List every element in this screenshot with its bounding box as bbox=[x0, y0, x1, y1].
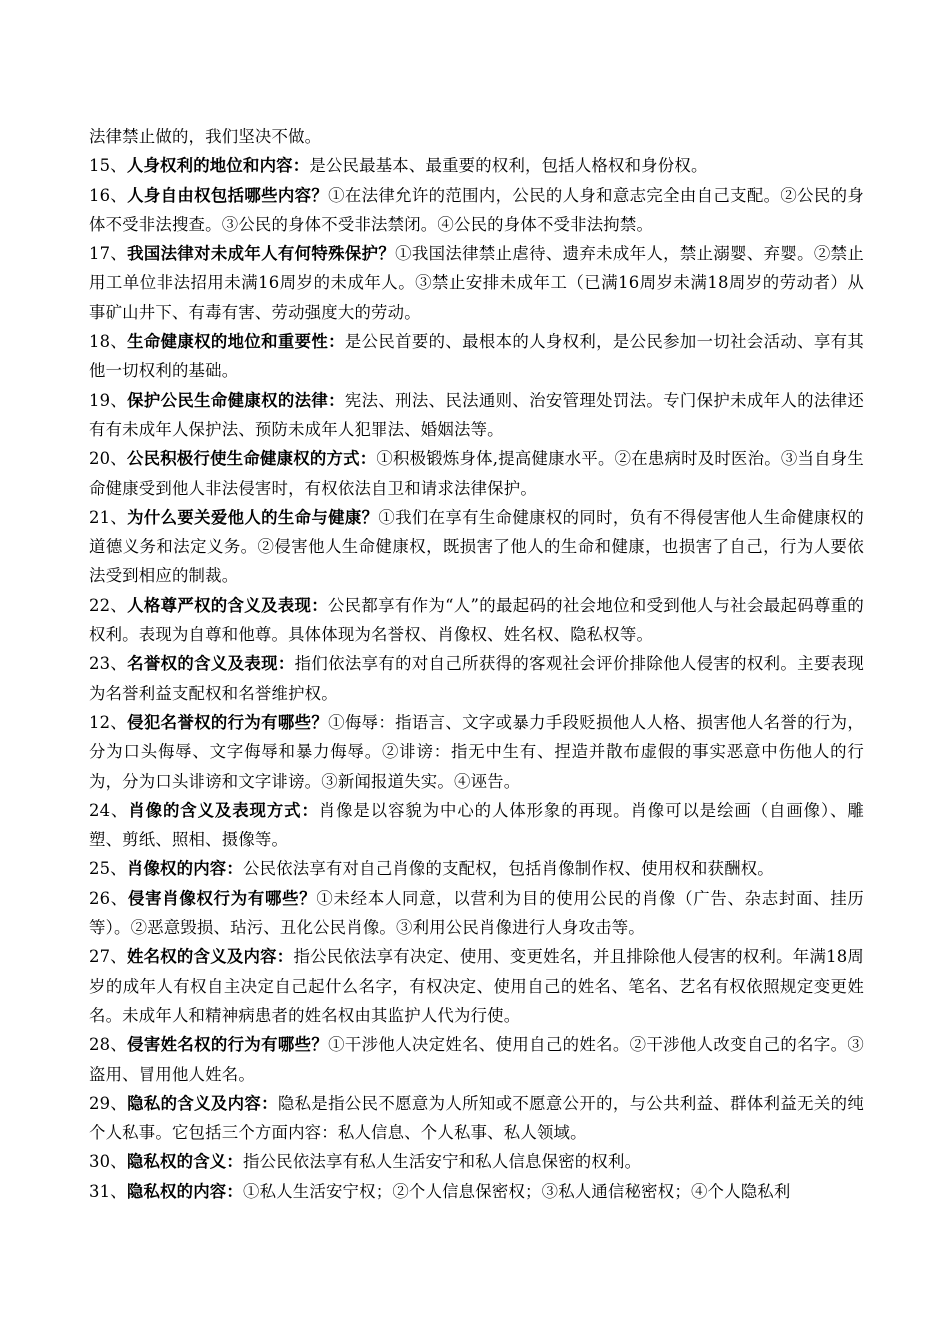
paragraph-number: 26、 bbox=[89, 888, 128, 908]
paragraph-0 bbox=[89, 122, 864, 151]
paragraph-body: 是公民首要的、最根本的人身权利，是公民参加一切社会活动、享有其他一切权利的基础。 bbox=[89, 332, 864, 381]
paragraph-body: 是公民最基本、最重要的权利，包括人格权和身份权。 bbox=[309, 156, 708, 176]
paragraph-body: 指们依法享有的对自己所获得的客观社会评价排除他人侵害的权利。主要表现为名誉利益支配权和名誉维护权。 bbox=[89, 654, 864, 703]
paragraph-18 bbox=[89, 327, 864, 386]
paragraph-title: 我国法律对未成年人有何特殊保护？ bbox=[127, 244, 396, 264]
paragraph-body: 宪法、刑法、民法通则、治安管理处罚法。专门保护未成年人的法律还有有未成年人保护法、预防未成年人犯罪法、婚姻法等。 bbox=[89, 390, 864, 439]
paragraph-body: 指公民依法享有决定、使用、变更姓名，并且排除他人侵害的权利。年满18周岁的成年人有权自主决定自己起什么名字，有权决定、使用自己的姓名、笔名、艺名有权依照规定变更姓名。未成年人和精神病患者的姓名权由其监护人代为行使。 bbox=[89, 947, 865, 1025]
paragraph-title: 人身自由权包括哪些内容？ bbox=[127, 185, 329, 205]
paragraph-number: 22、 bbox=[89, 595, 128, 615]
paragraph-title: 侵害肖像权行为有哪些？ bbox=[127, 888, 317, 908]
paragraph-25 bbox=[89, 854, 864, 883]
paragraph-body: 指公民依法享有私人生活安宁和私人信息保密的权利。 bbox=[243, 1152, 642, 1172]
paragraph-title: 名誉权的含义及表现： bbox=[127, 654, 295, 674]
paragraph-number: 27、 bbox=[89, 947, 127, 967]
paragraph-title: 保护公民生命健康权的法律： bbox=[127, 390, 345, 410]
paragraph-title: 肖像的含义及表现方式： bbox=[128, 800, 319, 820]
paragraph-body: ①侮辱：指语言、文字或暴力手段贬损他人人格、损害他人名誉的行为，分为口头侮辱、文字侮辱和暴力侮辱。②诽谤：指无中生有、捏造并散布虚假的事实恶意中伤他人的行为，分为口头诽谤和文字诽谤。③新闻报道失实。④诬告。 bbox=[89, 712, 864, 791]
paragraph-title: 人格尊严权的含义及表现： bbox=[127, 595, 328, 615]
paragraph-title: 公民积极行使生命健康权的方式： bbox=[126, 449, 377, 469]
document-page bbox=[89, 122, 864, 1206]
paragraph-number: 19、 bbox=[89, 390, 128, 410]
paragraph-title: 为什么要关爱他人的生命与健康？ bbox=[127, 507, 379, 527]
paragraph-17 bbox=[89, 239, 864, 327]
paragraph-number: 25、 bbox=[89, 859, 127, 879]
paragraph-title: 侵害姓名权的行为有哪些？ bbox=[127, 1035, 329, 1055]
paragraph-body: ①在法律允许的范围内，公民的人身和意志完全由自己支配。②公民的身体不受非法搜查。③公民的身体不受非法禁闭。④公民的身体不受非法拘禁。 bbox=[89, 185, 864, 234]
paragraph-body: ①未经本人同意，以营利为目的使用公民的肖像（广告、杂志封面、挂历等）。②恶意毁损、玷污、丑化公民肖像。③利用公民肖像进行人身攻击等。 bbox=[89, 888, 864, 938]
paragraph-24 bbox=[89, 796, 864, 855]
paragraph-body: ①积极锻炼身体,提高健康水平。②在患病时及时医治。③当自身生命健康受到他人非法侵害时，有权依法自卫和请求法律保护。 bbox=[89, 449, 865, 498]
paragraph-body: 隐私是指公民不愿意为人所知或不愿意公开的，与公共利益、群体利益无关的纯个人私事。它包括三个方面内容：私人信息、个人私事、私人领域。 bbox=[89, 1093, 864, 1143]
paragraph-31 bbox=[89, 1177, 864, 1206]
paragraph-21 bbox=[89, 503, 864, 591]
paragraph-29 bbox=[89, 1089, 864, 1148]
paragraph-body: ①我们在享有生命健康权的同时，负有不得侵害他人生命健康权的道德义务和法定义务。②侵害他人生命健康权，既损害了他人的生命和健康，也损害了自己，行为人要依法受到相应的制裁。 bbox=[89, 507, 864, 586]
paragraph-body: ①私人生活安宁权；②个人信息保密权；③私人通信秘密权；④个人隐私利 bbox=[243, 1181, 791, 1201]
paragraph-body: 公民依法享有对自己肖像的支配权，包括肖像制作权、使用权和获酬权。 bbox=[243, 859, 774, 879]
paragraph-number: 12、 bbox=[89, 712, 128, 732]
paragraph-body: 法律禁止做的，我们坚决不做。 bbox=[89, 127, 322, 146]
paragraph-title: 姓名权的含义及内容： bbox=[126, 947, 294, 967]
paragraph-number: 21、 bbox=[89, 507, 128, 527]
paragraph-title: 人身权利的地位和内容： bbox=[126, 156, 310, 176]
paragraph-28 bbox=[89, 1030, 864, 1089]
paragraph-title: 生命健康权的地位和重要性： bbox=[127, 332, 345, 352]
paragraph-number: 20、 bbox=[89, 449, 127, 469]
paragraph-30 bbox=[89, 1147, 864, 1176]
paragraph-title: 隐私权的含义： bbox=[126, 1152, 243, 1172]
paragraph-20 bbox=[89, 444, 864, 503]
paragraph-22 bbox=[89, 591, 864, 650]
paragraph-body: ①我国法律禁止虐待、遗弃未成年人，禁止溺婴、弃婴。②禁止用工单位非法招用未满16周岁的未成年人。③禁止安排未成年工（已满16周岁未满18周岁的劳动者）从事矿山井下、有毒有害、劳动强度大的劳动。 bbox=[89, 244, 864, 322]
paragraph-number: 17、 bbox=[89, 244, 128, 264]
paragraph-27 bbox=[89, 942, 864, 1030]
paragraph-title: 隐私的含义及内容： bbox=[127, 1093, 278, 1113]
paragraph-number: 30、 bbox=[89, 1152, 127, 1172]
paragraph-number: 24、 bbox=[89, 800, 129, 820]
paragraph-19 bbox=[89, 386, 864, 445]
paragraph-title: 肖像权的内容： bbox=[126, 859, 243, 879]
paragraph-number: 28、 bbox=[89, 1035, 128, 1055]
paragraph-title: 侵犯名誉权的行为有哪些？ bbox=[127, 712, 329, 732]
paragraph-number: 31、 bbox=[89, 1181, 127, 1201]
paragraph-body: 公民都享有作为“人”的最起码的社会地位和受到他人与社会最起码尊重的权利。表现为自尊和他尊。具体体现为名誉权、肖像权、姓名权、隐私权等。 bbox=[89, 595, 864, 645]
paragraph-title: 隐私权的内容： bbox=[126, 1181, 243, 1201]
paragraph-body: ①干涉他人决定姓名、使用自己的姓名。②干涉他人改变自己的名字。③盗用、冒用他人姓名。 bbox=[89, 1035, 864, 1084]
paragraph-16 bbox=[89, 181, 864, 240]
paragraph-number: 16、 bbox=[89, 185, 128, 205]
paragraph-number: 29、 bbox=[89, 1093, 128, 1113]
paragraph-number: 18、 bbox=[89, 332, 128, 352]
paragraph-number: 15、 bbox=[89, 156, 127, 176]
paragraph-body: 肖像是以容貌为中心的人体形象的再现。肖像可以是绘画（自画像）、雕塑、剪纸、照相、摄像等。 bbox=[89, 800, 864, 850]
paragraph-12 bbox=[89, 708, 864, 796]
paragraph-15 bbox=[89, 151, 864, 180]
paragraph-number: 23、 bbox=[89, 654, 128, 674]
paragraph-23 bbox=[89, 649, 864, 708]
paragraph-26 bbox=[89, 884, 864, 943]
